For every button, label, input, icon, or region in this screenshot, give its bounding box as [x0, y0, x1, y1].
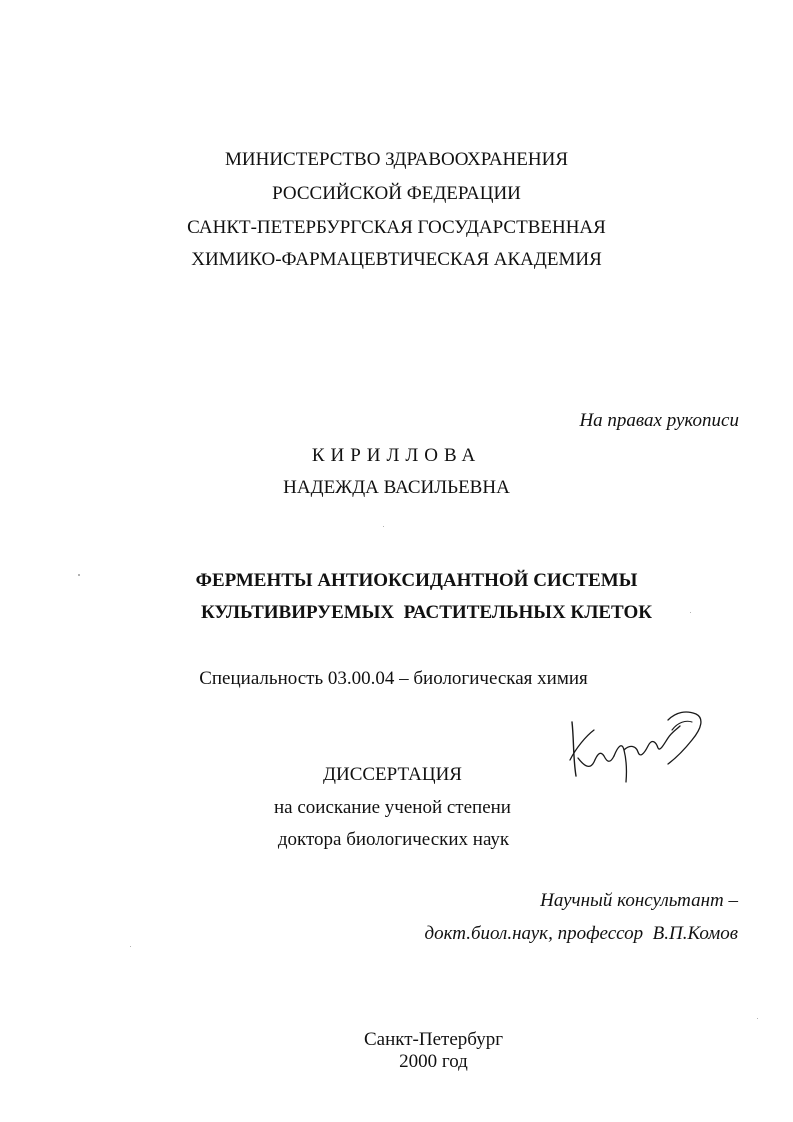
author-given-names: НАДЕЖДА ВАСИЛЬЕВНА [283, 477, 510, 498]
dissertation-label: ДИССЕРТАЦИЯ [323, 764, 462, 785]
scan-speck [130, 946, 131, 947]
scan-speck [383, 526, 384, 527]
federation-line: РОССИЙСКОЙ ФЕДЕРАЦИИ [272, 183, 521, 204]
dissertation-purpose: на соискание ученой степени [274, 797, 511, 818]
dissertation-degree: доктора биологических наук [277, 829, 510, 850]
thesis-title-line-2: КУЛЬТИВИРУЕМЫХ РАСТИТЕЛЬНЫХ КЛЕТОК [200, 602, 653, 623]
university-line: САНКТ-ПЕТЕРБУРГСКАЯ ГОСУДАРСТВЕННАЯ [187, 217, 606, 238]
consultant-name: докт.биол.наук, профессор В.П.Комов [424, 923, 738, 944]
scan-speck [757, 1018, 758, 1019]
specialty-line: Специальность 03.00.04 – биологическая химия [199, 668, 588, 689]
rights-note: На правах рукописи [579, 410, 739, 431]
academy-line: ХИМИКО-ФАРМАЦЕВТИЧЕСКАЯ АКАДЕМИЯ [191, 249, 602, 270]
ministry-line: МИНИСТЕРСТВО ЗДРАВООХРАНЕНИЯ [225, 149, 568, 170]
thesis-title-line-1: ФЕРМЕНТЫ АНТИОКСИДАНТНОЙ СИСТЕМЫ [195, 570, 638, 591]
footer-year: 2000 год [399, 1051, 468, 1072]
author-surname: КИРИЛЛОВА [311, 445, 482, 466]
scan-speck [690, 612, 691, 613]
consultant-label: Научный консультант – [540, 890, 738, 911]
scan-speck [78, 574, 80, 576]
footer-city: Санкт-Петербург [363, 1029, 503, 1050]
